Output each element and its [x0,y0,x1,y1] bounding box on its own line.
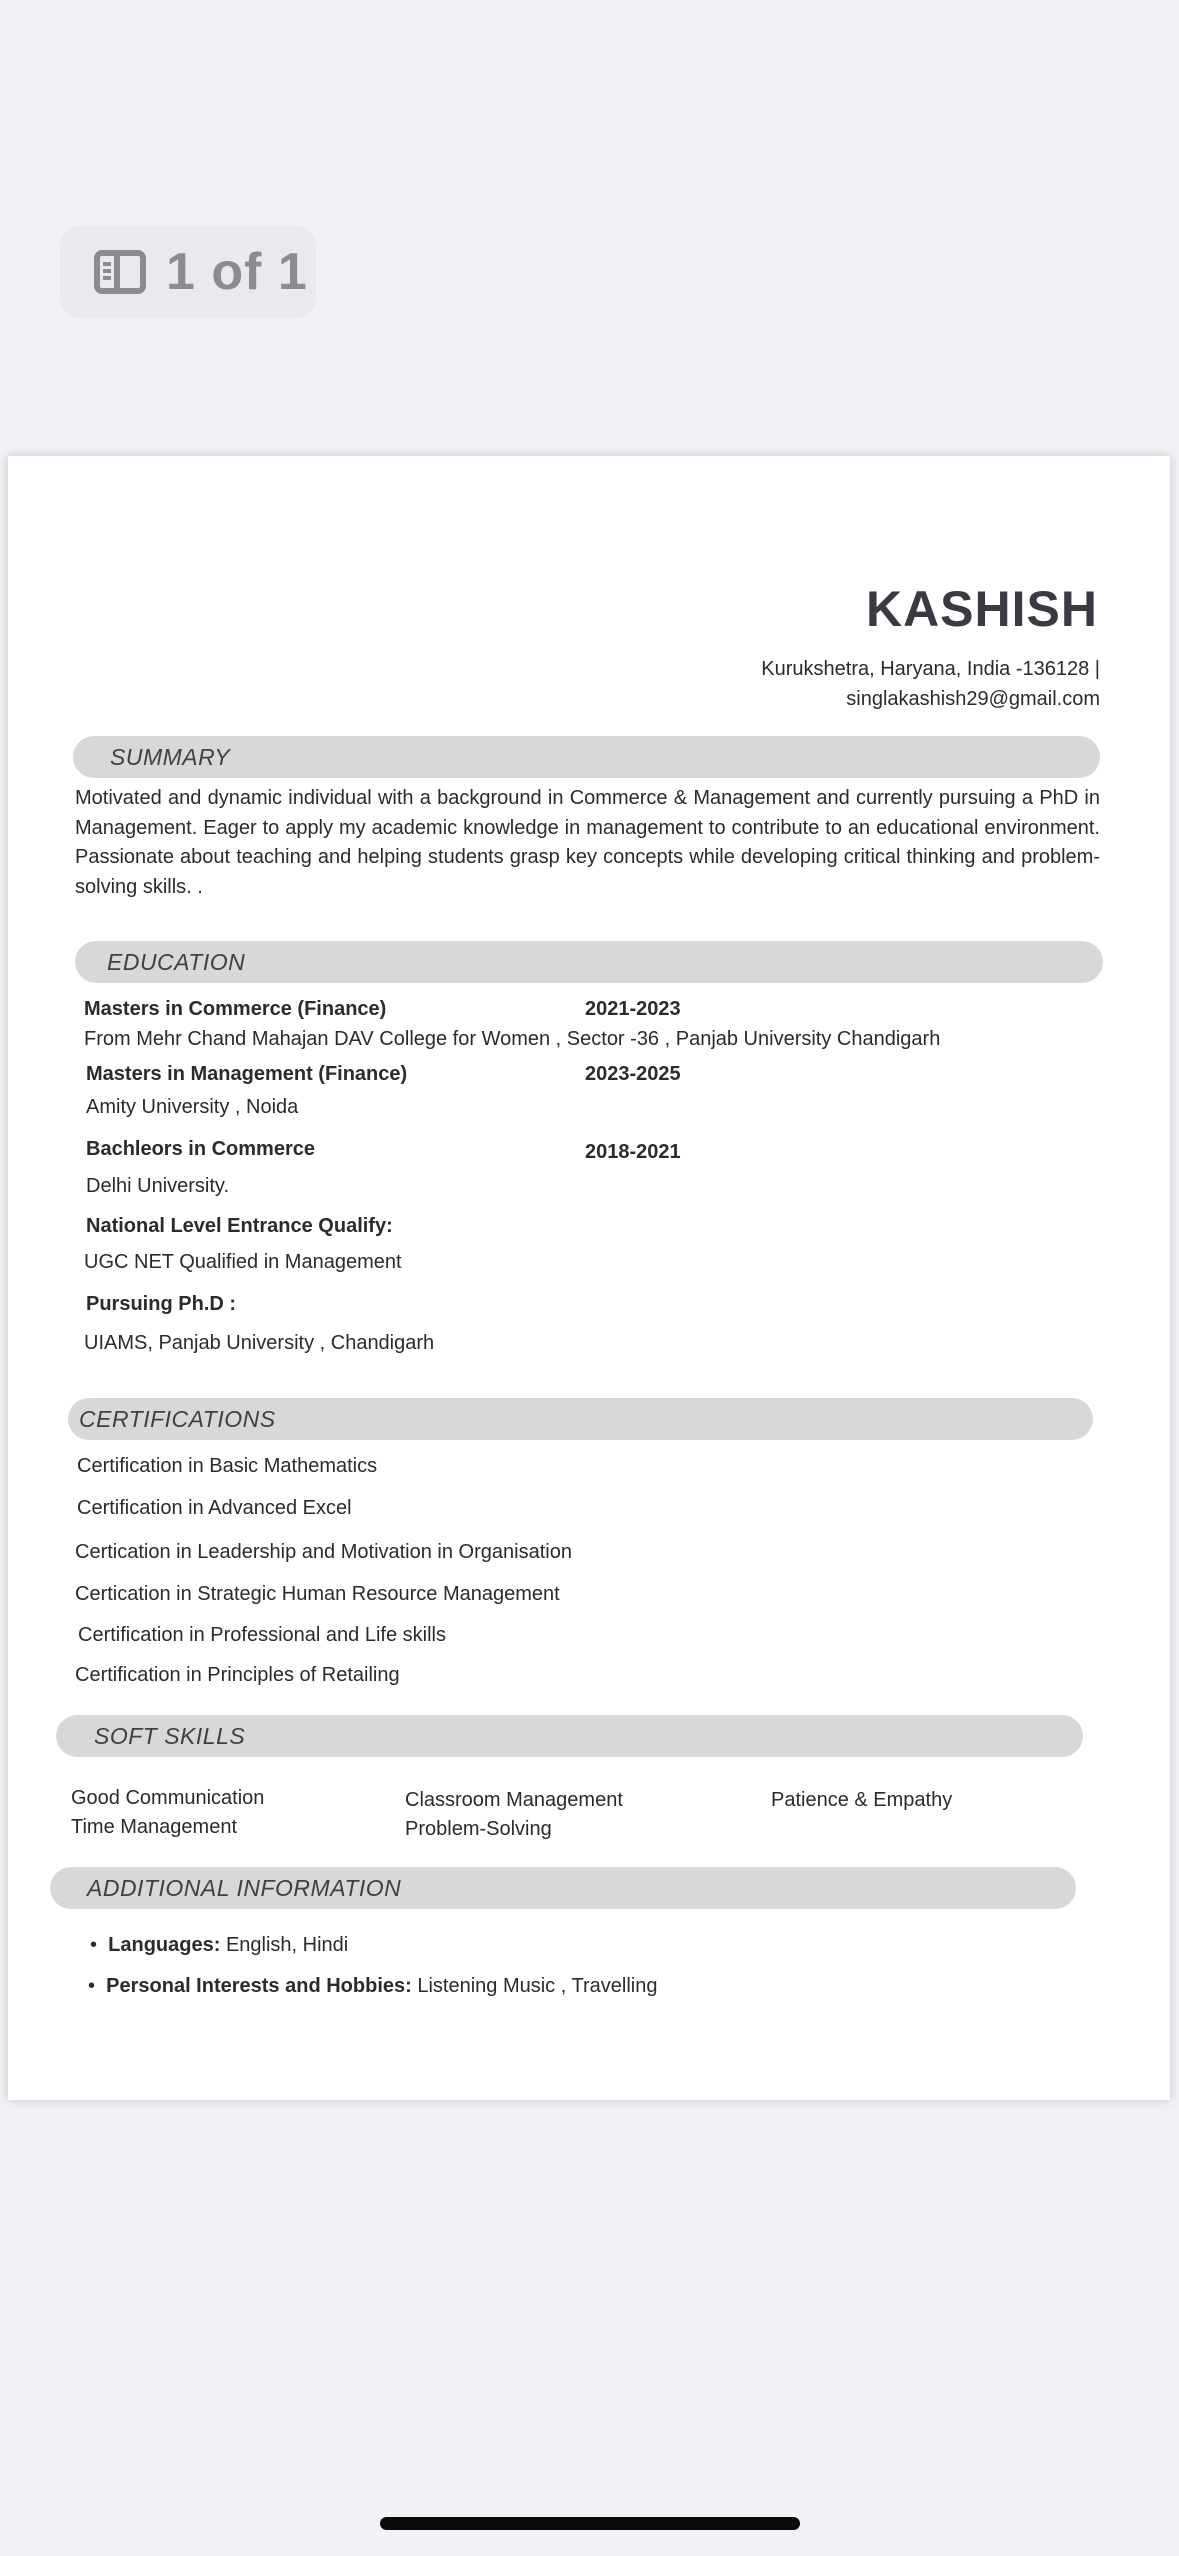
home-indicator[interactable] [380,2517,800,2530]
edu-title: Pursuing Ph.D : [86,1293,236,1315]
list-item [88,1975,657,1998]
list-item [90,1934,348,1957]
education-heading: EDUCATION [107,948,246,975]
cert-item: Certification in Basic Mathematics [77,1455,378,1477]
cert-item: Certification in Advanced Excel [77,1497,352,1519]
soft-skill: Patience & Empathy [771,1789,953,1811]
soft-skill: Classroom Management [405,1789,623,1811]
interests-value: Listening Music , Travelling [411,1975,658,1997]
contact-address: Kurukshetra, Haryana, India -136128 | [761,658,1100,680]
bullet-icon: • [88,1975,96,1997]
interests-label: Personal Interests and Hobbies: [106,1975,412,1997]
edu-years: 2023-2025 [585,1063,681,1085]
cert-item: Certification in Principles of Retailing [75,1664,400,1686]
edu-detail: Amity University , Noida [86,1096,299,1118]
edu-title: Bachleors in Commerce [86,1138,315,1160]
soft-skills-heading: SOFT SKILLS [94,1722,246,1749]
summary-heading-bar [73,736,1100,778]
languages-value: English, Hindi [220,1934,349,1956]
soft-skill: Problem-Solving [405,1818,552,1840]
edu-title: National Level Entrance Qualify: [86,1215,393,1237]
edu-detail: From Mehr Chand Mahajan DAV College for Women , Sector -36 , Panjab University Chandigarh [84,1028,941,1050]
bullet-icon: • [90,1934,98,1956]
summary-text: Motivated and dynamic individual with a background in Commerce & Management and currently pursuing a PhD in Management. Eager to apply my academic knowledge in management to contribute to an educational environment. Passionate about teaching and helping students grasp key concepts while developing critical thinking and problem-solving skills. . [75,787,1100,898]
certifications-heading-bar [68,1398,1093,1440]
edu-years: 2018-2021 [585,1141,681,1163]
contact-email: singlakashish29@gmail.com [846,688,1100,710]
edu-detail: UGC NET Qualified in Management [84,1251,402,1273]
cert-item: Certication in Leadership and Motivation in Organisation [75,1541,572,1563]
soft-skill: Time Management [71,1816,237,1838]
cert-item: Certification in Professional and Life skills [78,1624,446,1646]
page-count-label: 1 of 1 [166,243,308,301]
soft-skill: Good Communication [71,1787,265,1809]
cert-item: Certication in Strategic Human Resource Management [75,1583,560,1605]
edu-title: Masters in Commerce (Finance) [84,998,387,1020]
summary-heading: SUMMARY [110,743,231,770]
document-page[interactable] [8,456,1170,2100]
resume-name: KASHISH [865,581,1098,637]
languages-label: Languages: [108,1934,221,1956]
edu-detail: UIAMS, Panjab University , Chandigarh [84,1332,435,1354]
education-heading-bar [75,941,1103,983]
additional-info-heading-bar [50,1867,1076,1909]
edu-title: Masters in Management (Finance) [86,1063,408,1085]
page-indicator[interactable] [60,226,316,318]
edu-years: 2021-2023 [585,998,681,1020]
certifications-heading: CERTIFICATIONS [79,1405,276,1432]
additional-info-heading: ADDITIONAL INFORMATION [87,1874,402,1901]
edu-detail: Delhi University. [86,1175,229,1197]
sidebar-icon [94,250,146,294]
soft-skills-heading-bar [56,1715,1083,1757]
